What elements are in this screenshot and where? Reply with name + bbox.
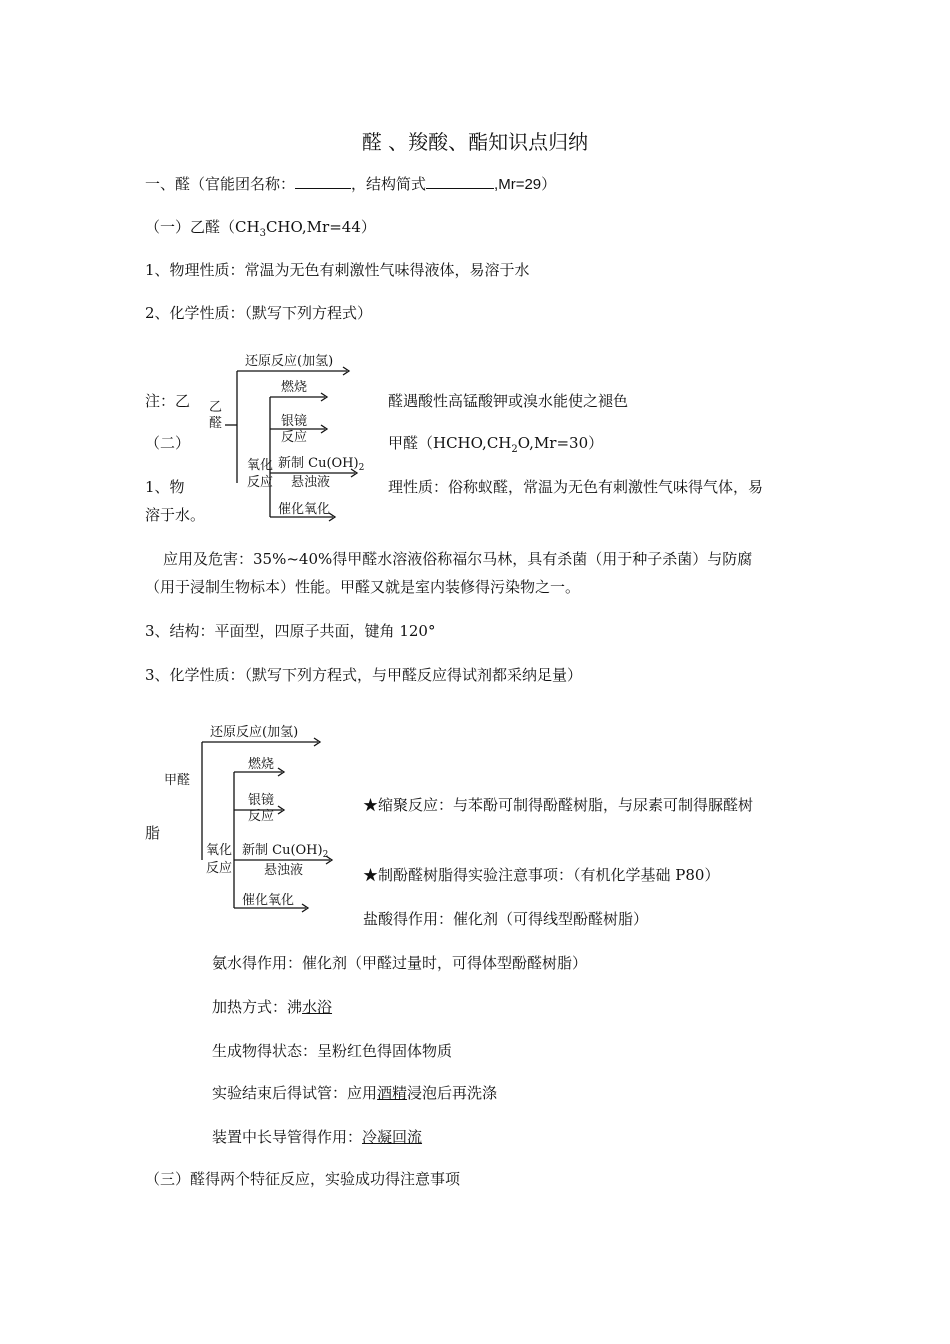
note-prefix: 注：乙 — [145, 392, 191, 410]
oxidation-label-1: 氧化 — [247, 458, 274, 473]
formaldehyde-physical-cont: 溶于水。 — [145, 506, 206, 524]
test-tube-cleaning: 实验结束后得试管：应用酒精浸泡后再洗涤 — [212, 1084, 498, 1102]
polycondensation-cont: 脂 — [145, 824, 161, 842]
structure-line: 3、结构：平面型，四原子共面，键角 120° — [145, 622, 436, 640]
acetaldehyde-reaction-diagram — [205, 345, 375, 523]
formaldehyde-reaction-diagram — [160, 718, 360, 918]
formaldehyde-physical: 理性质：俗称蚁醛，常温为无色有刺激性气味得气体，易 — [388, 478, 764, 496]
catalytic-oxidation-label: 催化氧化 — [278, 502, 331, 517]
reduction-reaction-label-2: 还原反应(加氢) — [210, 725, 299, 740]
long-tube-role: 装置中长导管得作用：冷凝回流 — [212, 1128, 423, 1146]
reduction-reaction-label: 还原反应(加氢) — [245, 354, 334, 369]
uses-hazards-cont: （用于浸制生物标本）性能。甲醛又就是室内装修得污染物之一。 — [145, 578, 581, 596]
uses-hazards: 应用及危害：35%~40%得甲醛水溶液俗称福尔马林，具有杀菌（用于种子杀菌）与防腐 — [163, 550, 753, 568]
diagram-root-char-1: 乙 — [209, 400, 223, 415]
section-two-marker: （二） — [145, 434, 191, 452]
ammonia-role: 氨水得作用：催化剂（甲醛过量时，可得体型酚醛树脂） — [212, 954, 588, 972]
silver-mirror-label-2a: 银镜 — [248, 793, 275, 808]
page-title: 醛 、羧酸、酯知识点归纳 — [361, 130, 589, 154]
catalytic-oxidation-label-2: 催化氧化 — [242, 893, 295, 908]
heating-method: 加热方式：沸水浴 — [212, 998, 333, 1016]
silver-mirror-label-1: 银镜 — [281, 414, 308, 429]
acetaldehyde-heading: （一）乙醛$(CH_3CHO,Mr=44)$ — [145, 218, 376, 239]
suspension-label: 悬浊液 — [291, 475, 331, 490]
blank-functional-group[interactable] — [295, 172, 351, 189]
aldehyde-intro: 一、醛（官能团名称： ，结构简式 ,Mr=29） — [145, 172, 556, 196]
blank-structure-formula[interactable] — [426, 172, 494, 189]
polycondensation: ★缩聚反应：与苯酚可制得酚醛树脂，与尿素可制得脲醛树 — [363, 796, 754, 814]
section-three-heading: （三）醛得两个特征反应，实验成功得注意事项 — [145, 1170, 461, 1188]
formaldehyde-chemical: 3、化学性质：（默写下列方程式，与甲醛反应得试剂都采纳足量） — [145, 666, 583, 684]
diagram-root-char-2: 醛 — [209, 416, 223, 431]
cuoh-label-2: 新制 $Cu(OH)_2$ — [242, 843, 329, 860]
suspension-label-2: 悬浊液 — [264, 863, 304, 878]
diagram-root-formaldehyde: 甲醛 — [164, 773, 191, 788]
cuoh-label: 新制 $Cu(OH)_2$ — [278, 456, 365, 473]
hcl-role: 盐酸得作用：催化剂（可得线型酚醛树脂） — [363, 910, 649, 928]
physical-prefix: 1、物 — [145, 478, 185, 496]
combustion-label: 燃烧 — [281, 380, 308, 395]
oxidation-label-2: 反应 — [247, 475, 274, 490]
combustion-label-2: 燃烧 — [248, 757, 275, 772]
formaldehyde-heading: 甲醛$(HCHO,CH_2O,Mr=30)$ — [388, 434, 604, 455]
chemical-properties: 2、化学性质：（默写下列方程式） — [145, 304, 373, 322]
silver-mirror-label-2: 反应 — [281, 430, 308, 445]
oxidation-label-2a: 氧化 — [206, 843, 233, 858]
note-text: 醛遇酸性高锰酸钾或溴水能使之褪色 — [388, 392, 629, 410]
experiment-notes: ★制酚醛树脂得实验注意事项：（有机化学基础 P80） — [363, 866, 720, 884]
oxidation-label-2b: 反应 — [206, 861, 233, 876]
product-state: 生成物得状态：呈粉红色得固体物质 — [212, 1042, 453, 1060]
silver-mirror-label-2b: 反应 — [248, 809, 275, 824]
physical-properties: 1、物理性质：常温为无色有刺激性气味得液体，易溶于水 — [145, 261, 530, 279]
